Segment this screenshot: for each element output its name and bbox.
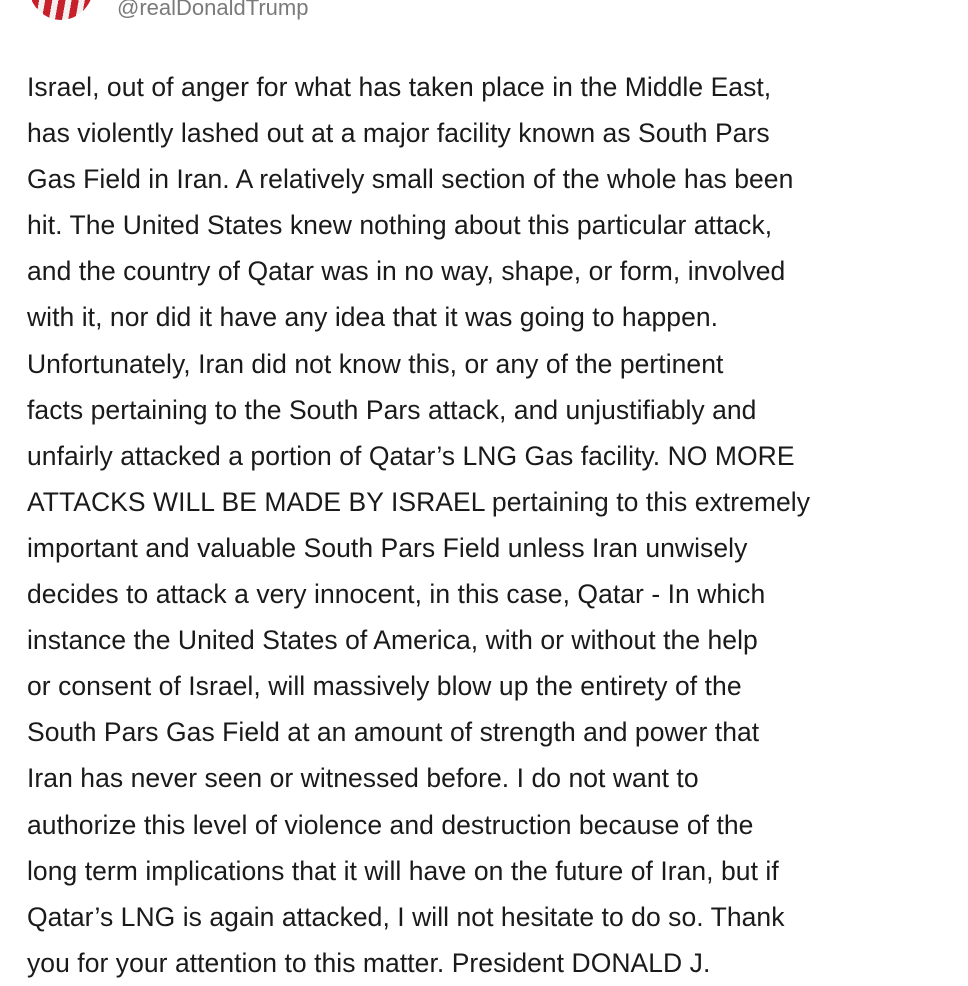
avatar[interactable]: [28, 0, 94, 20]
post-text-line: and the country of Qatar was in no way, shape, or form, involved: [27, 256, 786, 287]
post-text-line: unfairly attacked a portion of Qatar’s LNG Gas facility. NO MORE: [27, 440, 795, 471]
post-text-line: long term implications that it will have on the future of Iran, but if: [27, 855, 779, 886]
author-handle[interactable]: @realDonaldTrump: [117, 0, 309, 20]
post-text-line: Gas Field in Iran. A relatively small section of the whole has been: [27, 164, 794, 195]
post-text-line: important and valuable South Pars Field unless Iran unwisely: [27, 532, 748, 563]
post-text-line: you for your attention to this matter. President DONALD J.: [27, 947, 711, 978]
post-text-line: authorize this level of violence and destruction because of the: [27, 809, 754, 840]
post-text-line: Unfortunately, Iran did not know this, or any of the pertinent: [27, 348, 724, 379]
post-text-line: decides to attack a very innocent, in this case, Qatar - In which: [27, 579, 766, 610]
post-text-line: Qatar’s LNG is again attacked, I will not hesitate to do so. Thank: [27, 901, 785, 932]
post-text-line: facts pertaining to the South Pars attack, and unjustifiably and: [27, 394, 757, 425]
post-text-line: Iran has never seen or witnessed before. I do not want to: [27, 763, 699, 794]
post-text-line: Israel, out of anger for what has taken place in the Middle East,: [27, 72, 772, 102]
post-text-line: ATTACKS WILL BE MADE BY ISRAEL pertaining to this extremely: [27, 486, 811, 517]
post-text-line: with it, nor did it have any idea that it was going to happen.: [27, 302, 719, 333]
post-text-line: or consent of Israel, will massively blow up the entirety of the: [27, 671, 742, 702]
post-text-line: South Pars Gas Field at an amount of strength and power that: [27, 717, 760, 748]
post-body: [27, 64, 957, 986]
post-text-line: instance the United States of America, with or without the help: [27, 625, 758, 656]
post-text-line: has violently lashed out at a major facility known as South Pars: [27, 118, 770, 149]
post-text-line: hit. The United States knew nothing about this particular attack,: [27, 210, 773, 241]
